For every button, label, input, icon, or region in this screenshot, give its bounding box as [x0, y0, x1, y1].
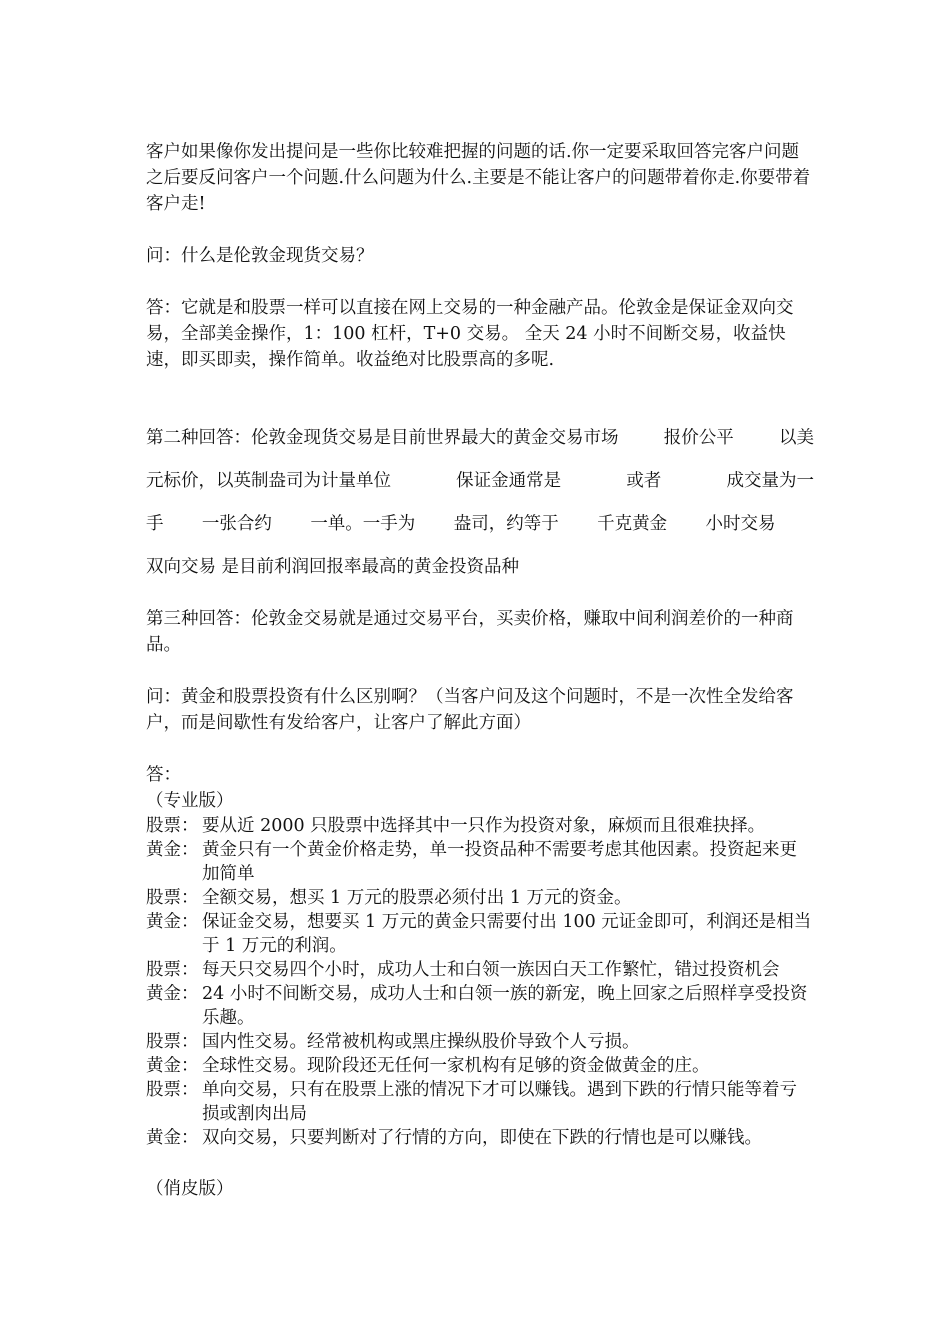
comparison-row: 黄金： 黄金只有一个黄金价格走势，单一投资品种不需要考虑其他因素。投资起来更加简单 [146, 840, 797, 884]
intro-paragraph: 客户如果像你发出提问是一些你比较难把握的问题的话.你一定要采取回答完客户问题之后要反问客户一个问题.什么问题为什么.主要是不能让客户的问题带着你走.你要带着客户走! [146, 142, 811, 214]
comparison-row: 股票： 全额交易，想买 1 万元的股票必须付出 1 万元的资金。 [146, 888, 632, 908]
comparison-row: 股票： 单向交易，只有在股票上涨的情况下才可以赚钱。遇到下跌的行情只能等着亏损或割肉出局 [146, 1080, 797, 1124]
pro-version-heading: （专业版） [146, 791, 234, 811]
answer-2-line-4: 双向交易 是目前利润回报率最高的黄金投资品种 [146, 557, 520, 577]
comparison-row: 黄金： 全球性交易。现阶段还无任何一家机构有足够的资金做黄金的庄。 [146, 1056, 710, 1076]
comparison-list [146, 814, 814, 1150]
answer-2 [146, 425, 814, 580]
answer-1: 答：它就是和股票一样可以直接在网上交易的一种金融产品。伦敦金是保证金双向交易，全部美金操作，1：100 杠杆，T+0 交易。 全天 24 小时不间断交易，收益快速，即买即卖，操作简单。收益绝对比股票高的多呢. [146, 298, 794, 370]
answer-2-line-2: 元标价，以英制盎司为计量单位 保证金通常是 或者 成交量为一 [146, 471, 814, 491]
comparison-row: 股票： 要从近 2000 只股票中选择其中一只作为投资对象，麻烦而且很难抉择。 [146, 816, 766, 836]
comparison-row: 黄金： 保证金交易，想要买 1 万元的黄金只需要付出 100 元证金即可，利润还是相当于 1 万元的利润。 [146, 912, 812, 956]
document-page [146, 139, 814, 1202]
comparison-row: 股票： 国内性交易。经常被机构或黑庄操纵股价导致个人亏损。 [146, 1032, 640, 1052]
comparison-row: 黄金： 双向交易，只要判断对了行情的方向，即使在下跌的行情也是可以赚钱。 [146, 1128, 762, 1148]
answer-3: 第三种回答：伦敦金交易就是通过交易平台，买卖价格，赚取中间利润差价的一种商品。 [146, 609, 794, 655]
answer-label: 答： [146, 765, 181, 785]
question-2: 问：黄金和股票投资有什么区别啊？（当客户问及这个问题时，不是一次性全发给客户，而是间歇性有发给客户，让客户了解此方面） [146, 687, 794, 733]
comparison-row: 股票： 每天只交易四个小时，成功人士和白领一族因白天工作繁忙，错过投资机会 [146, 960, 780, 980]
answer-2-line-3: 手 一张合约 一单。一手为 盎司，约等于 千克黄金 小时交易 [146, 514, 776, 534]
question-1: 问：什么是伦敦金现货交易？ [146, 246, 374, 266]
playful-version-heading: （俏皮版） [146, 1179, 234, 1199]
comparison-row: 黄金： 24 小时不间断交易，成功人士和白领一族的新宠，晚上回家之后照样享受投资乐趣。 [146, 984, 808, 1028]
answer-2-line-1: 第二种回答：伦敦金现货交易是目前世界最大的黄金交易市场 报价公平 以美 [146, 428, 814, 448]
